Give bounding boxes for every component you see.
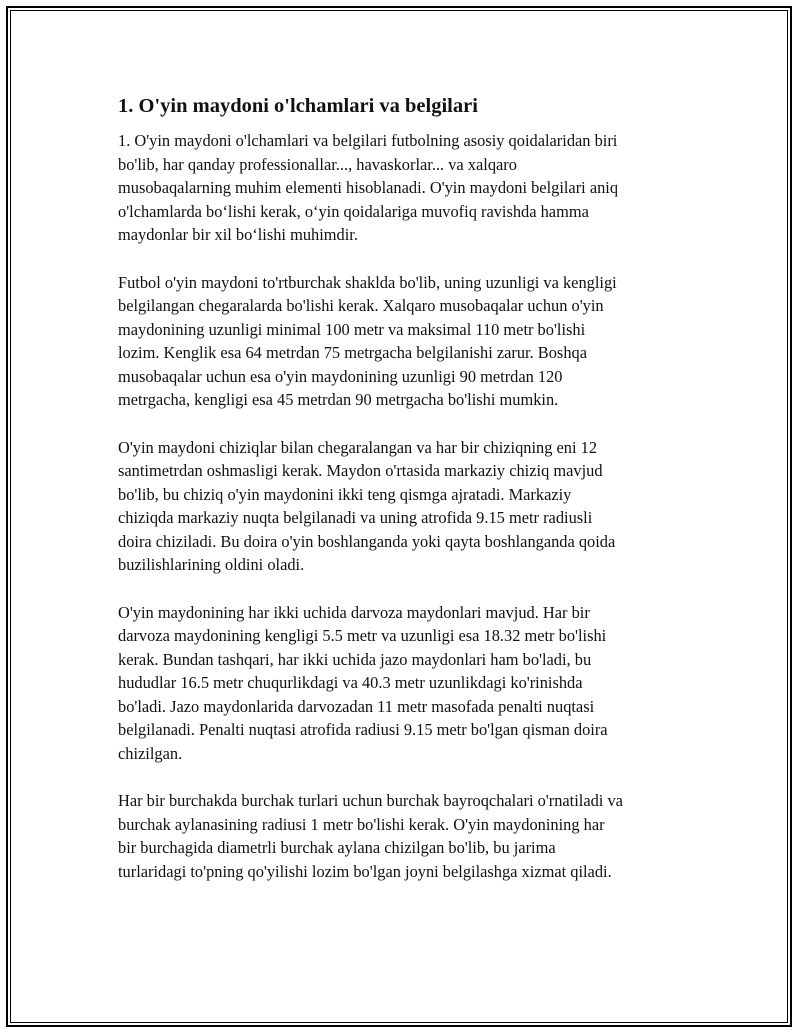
document-body [118, 93, 688, 907]
paragraph [118, 436, 688, 577]
paragraph-line: hududlar 16.5 metr chuqurlikdagi va 40.3 metr uzunlikdagi ko'rinishda [118, 673, 583, 692]
paragraph-line: lozim. Kenglik esa 64 metrdan 75 metrgacha belgilanishi zarur. Boshqa [118, 343, 587, 362]
paragraph [118, 129, 688, 247]
paragraph-line: chiziqda markaziy nuqta belgilanadi va uning atrofida 9.15 metr radiusli [118, 508, 593, 527]
paragraph-line: 1. O'yin maydoni o'lchamlari va belgilari futbolning asosiy qoidalaridan biri [118, 131, 618, 150]
paragraph-line: musobaqalarning muhim elementi hisoblanadi. O'yin maydoni belgilari aniq [118, 178, 619, 197]
paragraph-line: Futbol o'yin maydoni to'rtburchak shaklda bo'lib, uning uzunligi va kengligi [118, 272, 617, 292]
document-title: 1. O'yin maydoni o'lchamlari va belgilari [118, 95, 478, 117]
paragraph [118, 789, 688, 883]
paragraph-line: o'lchamlarda bo‘lishi kerak, o‘yin qoidalariga muvofiq ravishda hamma [118, 201, 589, 221]
paragraph-line: chizilgan. [118, 743, 183, 763]
paragraph-line: maydonlar bir xil bo‘lishi muhimdir. [118, 225, 358, 244]
paragraph-line: bo'lib, har qanday professionallar..., havaskorlar... va xalqaro [118, 154, 517, 174]
paragraph-line: musobaqalar uchun esa o'yin maydonining uzunligi 90 metrdan 120 [118, 366, 563, 386]
paragraph [118, 601, 688, 766]
paragraph-line: doira chiziladi. Bu doira o'yin boshlanganda yoki qayta boshlanganda qoida [118, 531, 616, 551]
paragraph-line: bo'lib, bu chiziq o'yin maydonini ikki teng qismga ajratadi. Markaziy [118, 484, 572, 504]
paragraph-line: burchak aylanasining radiusi 1 metr bo'lishi kerak. O'yin maydonining har [118, 814, 605, 834]
paragraph-line: O'yin maydonining har ikki uchida darvoza maydonlari mavjud. Har bir [118, 602, 590, 622]
paragraph-line: bo'ladi. Jazo maydonlarida darvozadan 11 metr masofada penalti nuqtasi [118, 696, 595, 716]
paragraph-line: kerak. Bundan tashqari, har ikki uchida jazo maydonlari ham bo'ladi, bu [118, 649, 592, 669]
paragraph-line: turlaridagi to'pning qo'yilishi lozim bo'lgan joyni belgilashga xizmat qiladi. [118, 861, 612, 881]
paragraph-line: metrgacha, kengligi esa 45 metrdan 90 metrgacha bo'lishi mumkin. [118, 390, 559, 409]
paragraph-line: O'yin maydoni chiziqlar bilan chegaralangan va har bir chiziqning eni 12 [118, 437, 598, 457]
paragraph-line: belgilanadi. Penalti nuqtasi atrofida radiusi 9.15 metr bo'lgan qisman doira [118, 720, 608, 739]
paragraph [118, 271, 688, 412]
paragraph-line: buzilishlarining oldini oladi. [118, 555, 305, 574]
paragraph-line: bir burchagida diametrli burchak aylana chizilgan bo'lib, bu jarima [118, 838, 556, 857]
paragraph-line: belgilangan chegaralarda bo'lishi kerak. Xalqaro musobaqalar uchun o'yin [118, 296, 604, 315]
paragraph-line: maydonining uzunligi minimal 100 metr va maksimal 110 metr bo'lishi [118, 319, 586, 339]
paragraph-line: Har bir burchakda burchak turlari uchun burchak bayroqchalari o'rnatiladi va [118, 791, 623, 810]
paragraph-line: santimetrdan oshmasligi kerak. Maydon o'rtasida markaziy chiziq mavjud [118, 461, 603, 480]
paragraph-line: darvoza maydonining kengligi 5.5 metr va uzunligi esa 18.32 metr bo'lishi [118, 626, 607, 645]
paragraph-list [118, 129, 688, 883]
